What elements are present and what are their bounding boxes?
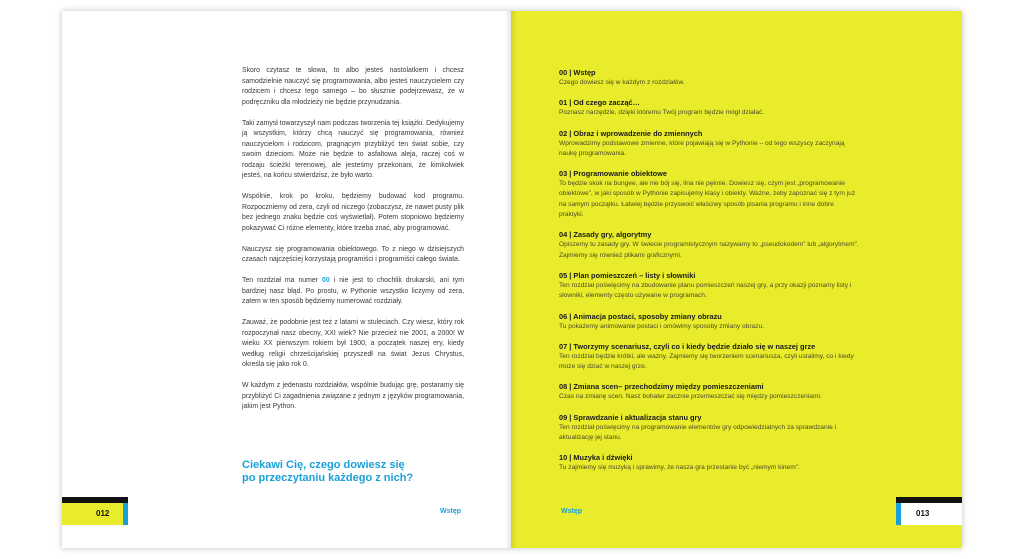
callout-heading	[242, 459, 472, 485]
toc-description: Ten rozdział poświęcimy na programowanie elementów gry odpowiedzialnych za sprawdzanie i aktualizację jej stanu.	[559, 423, 837, 442]
toc-title: 10 | Muzyka i dźwięki	[559, 453, 633, 463]
intro-text	[242, 66, 464, 423]
chapter-para-before: Ten rozdział ma numer	[242, 277, 322, 284]
toc-title: 02 | Obraz i wprowadzenie do zmiennych	[559, 128, 703, 138]
page-number-tab-left	[62, 497, 128, 525]
toc-description: Poznasz narzędzie, dzięki któremu Twój program będzie mógł działać.	[559, 109, 765, 117]
toc-item	[559, 98, 859, 118]
paragraph-2: Taki zamysł towarzyszył nam podczas tworzenia tej książki. Dedykujemy ją wszystkim, którzy chcą nauczyć się programowania, również nauczycielom i rodzicom, pragnącym przybliżyć ten świat sobie, czy swoim dzieciom. Może nie będzie to asfaltowa aleja, raczej coś w rodzaju ścieżki terenowej, ale jesteśmy przekonani, że kimkolwiek jesteś, na końcu stwierdzisz, że było warto.	[242, 119, 464, 179]
toc-description: Wprowadzimy podstawowe zmienne, które pojawiają się w Pythonie – od tego wszyscy zaczynają naukę programowania.	[559, 139, 845, 157]
toc-item	[559, 342, 859, 373]
book-spread	[62, 11, 962, 548]
toc-description: Ten rozdział będzie krótki, ale ważny. Zajmiemy się tworzeniem scenariusza, czyli ustalimy, co i kiedy może się dziać w naszej grze.	[559, 352, 854, 371]
toc-description: Tu pokażemy animowanie postaci i omówimy sposoby zmiany obrazu.	[559, 322, 764, 330]
toc-description: To będzie skok na bungee, ale nie bój się, lina nie pęknie. Dowiesz się, czym jest „programowanie obiektowe”, w jaki sposób w Pythonie zapisujemy klasy i obiekty. Ważne, żeby zapoznać się z tym już na samym początku. Łatwiej będzie przyswoić właściwy sposób pisania programu i inne dobre praktyki.	[559, 180, 856, 219]
page-number-right: 013	[916, 509, 930, 518]
toc-item	[559, 68, 859, 88]
toc-description: Ten rozdział poświęcimy na zbudowanie planu pomieszczeń naszej gry, a przy okazji poznamy listy i słowniki, elementy często używane w programach.	[559, 281, 852, 300]
paragraph-3: Wspólnie, krok po kroku, będziemy budować kod programu. Rozpoczniemy od zera, czyli od niczego (zobaczysz, że nawet pusty plik bez jednego znaku będzie coś wyświetlał). Potem stopniowo będziemy pokazywać Ci różne elementy, które trzeba znać, aby programować.	[242, 193, 464, 232]
toc-description: Czego dowiesz się w każdym z rozdziałów.	[559, 79, 685, 86]
paragraph-chapter-number	[242, 276, 464, 308]
page-number-left: 012	[96, 509, 110, 518]
toc-title: 07 | Tworzymy scenariusz, czyli co i kiedy będzie działo się w naszej grze	[559, 341, 816, 351]
toc-item	[559, 169, 859, 220]
toc-title: 05 | Plan pomieszczeń – listy i słowniki	[559, 270, 696, 280]
toc-item	[559, 230, 859, 261]
running-footer-left: Wstęp	[440, 508, 461, 515]
callout-line-2: po przeczytaniu każdego z nich?	[242, 472, 414, 484]
toc-item	[559, 129, 859, 160]
paragraph-5: Zauważ, że podobnie jest też z latami w stuleciach. Czy wiesz, który rok rozpoczynał nasz obecny, XXI wiek? Nie przecież nie 2001, a 2000! W wieku XX pierwszym rokiem był 1900, a początek naszej ery, kiedy według religii chrześcijańskiej przyszedł na świat Jezus Chrystus, określa się jako rok 0.	[242, 319, 464, 368]
book-gutter-shadow	[505, 11, 517, 548]
toc-title: 01 | Od czego zacząć…	[559, 98, 640, 108]
chapter-para-after: i nie jest to chochlik drukarski, ani tym bardziej nasz błąd. Po prostu, w Pythonie wszystko liczymy od zera, zatem w ten sposób będziemy numerować rozdziały.	[242, 277, 464, 305]
table-of-contents	[559, 68, 859, 484]
toc-title: 04 | Zasady gry, algorytmy	[559, 230, 652, 240]
paragraph-6: W każdym z jedenastu rozdziałów, wspólnie budując grę, postaramy się przybliżyć Ci zagadnienia związane z jednym z języków programowania, jakim jest Python.	[242, 382, 464, 410]
toc-item	[559, 413, 859, 444]
toc-title: 08 | Zmiana scen– przechodzimy między pomieszczeniami	[559, 382, 764, 392]
page-number-tab-right	[896, 497, 962, 525]
toc-description: Tu zajmiemy się muzyką i sprawimy, że nasza gra przestanie być „niemym kinem”.	[559, 464, 800, 472]
toc-title: 06 | Animacja postaci, sposoby zmiany obrazu	[559, 311, 722, 321]
toc-description: Opiszemy tu zasady gry. W świecie programistycznym nazywamy to „pseudokodem” lub „algorytmem”. Zajmiemy się również plikami graficznymi.	[559, 241, 859, 259]
callout-line-1: Ciekawi Cię, czego dowiesz się	[242, 459, 405, 471]
toc-item	[559, 453, 859, 473]
chapter-number-highlight: 00	[322, 277, 330, 284]
paragraph-4: Nauczysz się programowania obiektowego. To z niego w dzisiejszych czasach najczęściej korzystają programiści i programiści całego świata.	[242, 245, 464, 263]
left-page	[62, 11, 511, 548]
toc-item	[559, 312, 859, 332]
toc-title: 03 | Programowanie obiektowe	[559, 169, 668, 179]
toc-item	[559, 271, 859, 302]
toc-item	[559, 382, 859, 402]
toc-title: 00 | Wstęp	[559, 68, 596, 77]
running-footer-right: Wstęp	[561, 508, 582, 515]
toc-description: Czas na zmianę scen. Nasz bohater zacznie przemieszczać się między pomieszczeniami.	[559, 393, 822, 401]
toc-title: 09 | Sprawdzanie i aktualizacja stanu gry	[559, 412, 702, 422]
right-page	[511, 11, 962, 548]
paragraph-1: Skoro czytasz te słowa, to albo jesteś nastolatkiem i chcesz samodzielnie nauczyć się programowania, albo jesteś nauczycielem czy rodzicem i chcesz tego samego – bo słusznie podejrzewasz, że w podręczniku dla młodzieży nie będzie przynudzania.	[242, 67, 464, 106]
